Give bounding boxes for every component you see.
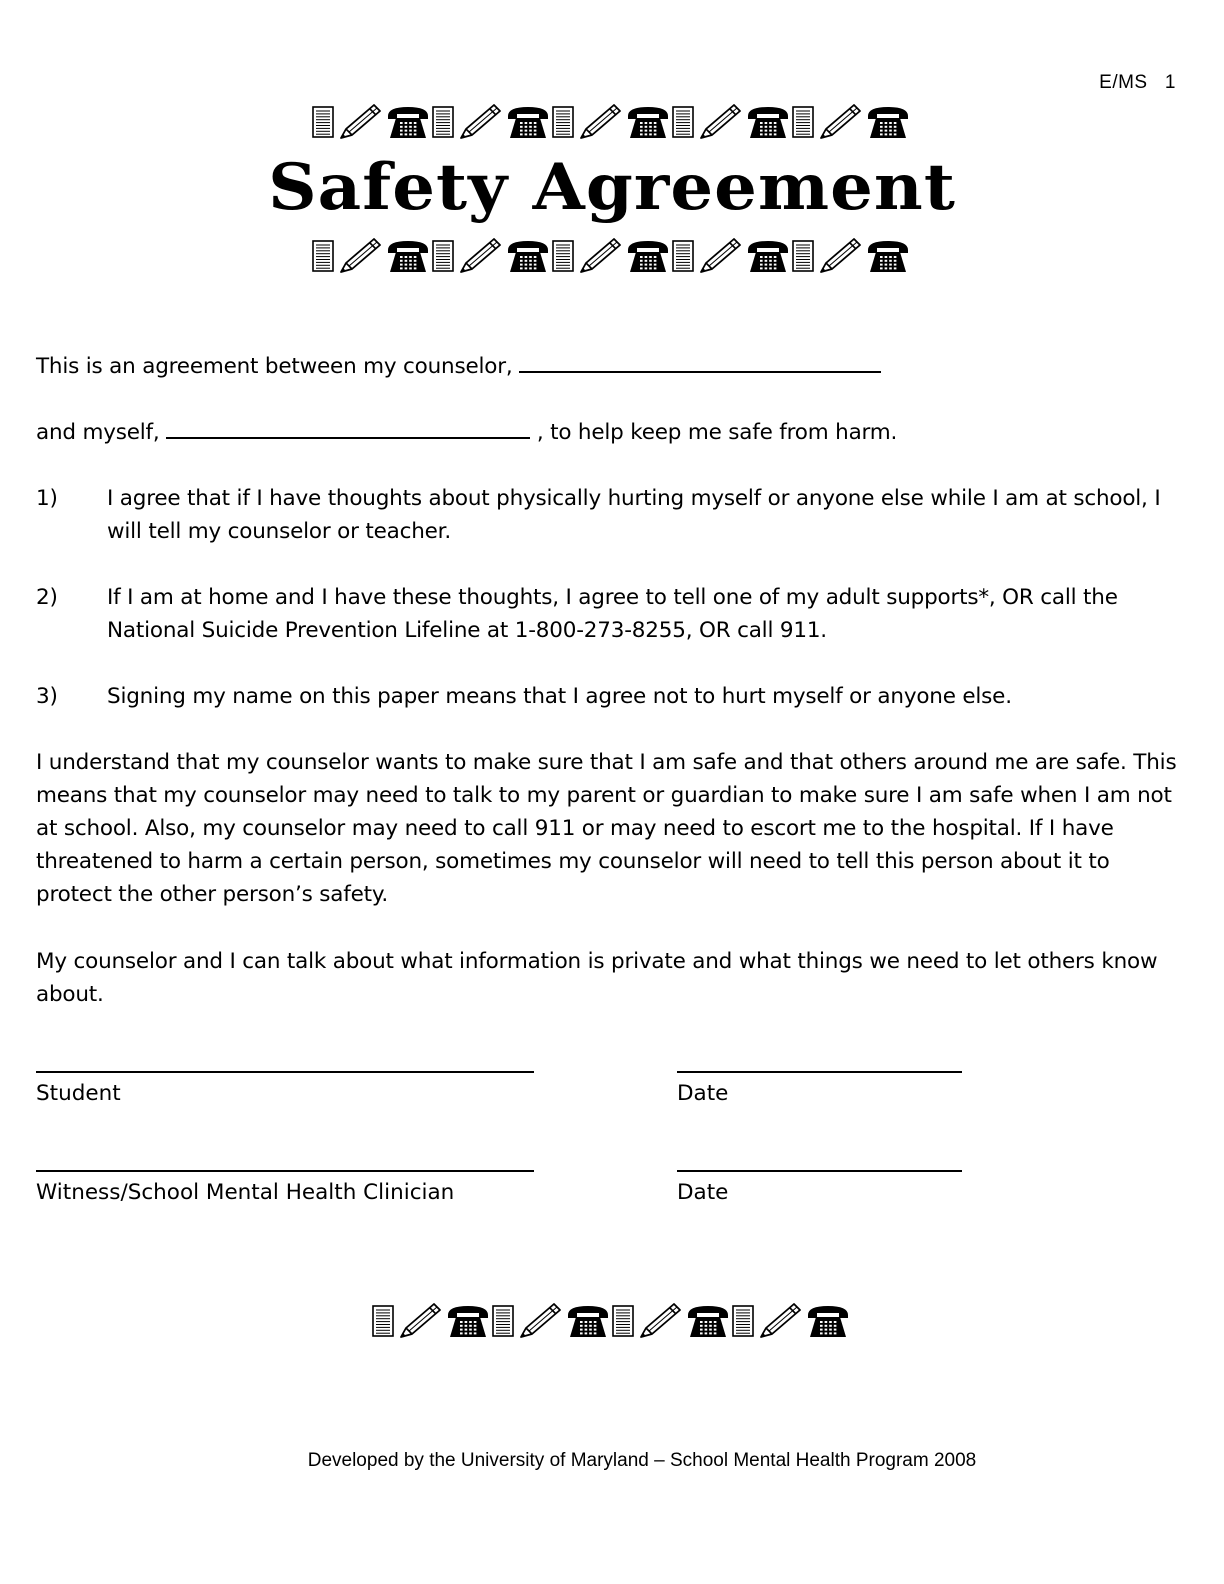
icon-group: [792, 237, 912, 275]
witness-date-label: Date: [677, 1180, 729, 1205]
document-icon: [312, 106, 334, 138]
document-icon: [372, 1305, 394, 1337]
pencil-icon: [698, 237, 742, 275]
document-icon: [312, 240, 334, 272]
agreement-item-2: [36, 581, 1186, 647]
icon-group: [672, 103, 792, 141]
telephone-icon: [446, 1303, 490, 1339]
icon-group: [492, 1302, 612, 1340]
item-number: 1): [36, 486, 58, 511]
intro-myself-suffix: , to help keep me safe from harm.: [536, 420, 898, 445]
document-icon: [792, 240, 814, 272]
icon-group: [612, 1302, 732, 1340]
icon-group: [792, 103, 912, 141]
document-icon: [552, 240, 574, 272]
witness-date-line[interactable]: [677, 1170, 962, 1172]
student-name-field[interactable]: [166, 417, 530, 439]
pencil-icon: [518, 1302, 562, 1340]
item-text: Signing my name on this paper means that I agree not to hurt myself or anyone else.: [107, 684, 1012, 709]
icon-group: [552, 237, 672, 275]
privacy-paragraph: My counselor and I can talk about what information is private and what things we need to let others know about.: [36, 949, 1158, 1007]
witness-signature-line[interactable]: [36, 1170, 534, 1172]
telephone-icon: [386, 238, 430, 274]
intro-counselor-prefix: This is an agreement between my counselor,: [36, 354, 513, 379]
document-icon: [732, 1305, 754, 1337]
pencil-icon: [458, 103, 502, 141]
student-date-line[interactable]: [677, 1071, 962, 1073]
telephone-icon: [866, 104, 910, 140]
telephone-icon: [866, 238, 910, 274]
footer-credit: Developed by the University of Maryland – School Mental Health Program 2008: [307, 1450, 977, 1471]
telephone-icon: [626, 104, 670, 140]
telephone-icon: [806, 1303, 850, 1339]
icon-group: [432, 237, 552, 275]
page-number: E/MS 1: [1099, 72, 1176, 93]
telephone-icon: [386, 104, 430, 140]
intro-myself-prefix: and myself,: [36, 420, 160, 445]
icon-border-bottom: [0, 1299, 1224, 1343]
document-icon: [672, 240, 694, 272]
pencil-icon: [818, 237, 862, 275]
pencil-icon: [338, 103, 382, 141]
telephone-icon: [746, 238, 790, 274]
intro-line-myself: [36, 416, 1186, 449]
item-text: I agree that if I have thoughts about physically hurting myself or anyone else while I am at school, I will tell my counselor or teacher.: [107, 486, 1161, 544]
icon-group: [732, 1302, 852, 1340]
item-number: 2): [36, 585, 58, 610]
intro-line-counselor: [36, 350, 1186, 383]
student-label: Student: [36, 1081, 121, 1106]
icon-border-top: [0, 100, 1224, 144]
pencil-icon: [818, 103, 862, 141]
pencil-icon: [338, 237, 382, 275]
document-icon: [432, 240, 454, 272]
student-date-label: Date: [677, 1081, 729, 1106]
document-icon: [612, 1305, 634, 1337]
telephone-icon: [686, 1303, 730, 1339]
icon-group: [552, 103, 672, 141]
telephone-icon: [506, 238, 550, 274]
pencil-icon: [758, 1302, 802, 1340]
telephone-icon: [566, 1303, 610, 1339]
document-icon: [792, 106, 814, 138]
understanding-paragraph: I understand that my counselor wants to make sure that I am safe and that others around me are safe. This means that my counselor may need to talk to my parent or guardian to make sure I am safe when I am not at school. Also, my counselor may need to call 911 or may need to escort me to the hospital. If I have threatened to harm a certain person, sometimes my counselor will need to tell this person about it to protect the other person’s safety.: [36, 750, 1177, 907]
pencil-icon: [698, 103, 742, 141]
pencil-icon: [398, 1302, 442, 1340]
document-icon: [672, 106, 694, 138]
icon-group: [672, 237, 792, 275]
item-number: 3): [36, 684, 58, 709]
icon-group: [312, 237, 432, 275]
pencil-icon: [578, 103, 622, 141]
document-icon: [552, 106, 574, 138]
page-title: Safety Agreement: [268, 150, 956, 225]
icon-group: [432, 103, 552, 141]
telephone-icon: [626, 238, 670, 274]
student-signature-line[interactable]: [36, 1071, 534, 1073]
icon-group: [372, 1302, 492, 1340]
counselor-name-field[interactable]: [519, 351, 881, 373]
document-icon: [432, 106, 454, 138]
agreement-item-3: [36, 680, 1186, 713]
document-icon: [492, 1305, 514, 1337]
pencil-icon: [578, 237, 622, 275]
agreement-item-1: [36, 482, 1186, 548]
pencil-icon: [458, 237, 502, 275]
item-text: If I am at home and I have these thoughts, I agree to tell one of my adult supports*, OR call the National Suicide Prevention Lifeline at 1-800-273-8255, OR call 911.: [107, 585, 1118, 643]
telephone-icon: [746, 104, 790, 140]
pencil-icon: [638, 1302, 682, 1340]
witness-label: Witness/School Mental Health Clinician: [36, 1180, 455, 1205]
icon-border-under-title: [0, 234, 1224, 278]
telephone-icon: [506, 104, 550, 140]
icon-group: [312, 103, 432, 141]
